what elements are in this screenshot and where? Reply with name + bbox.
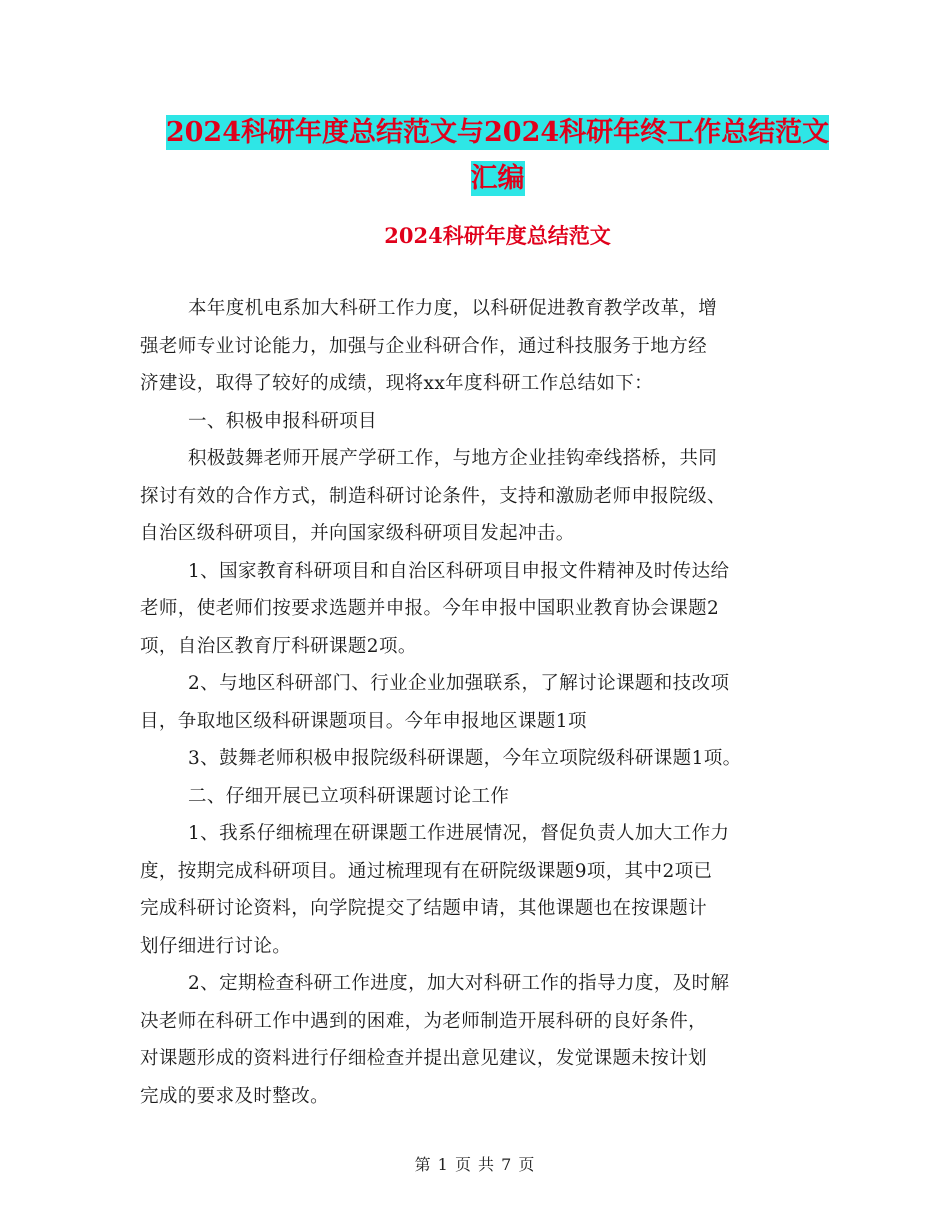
body-line: 强老师专业讨论能力，加强与企业科研合作，通过科技服务于地方经 bbox=[140, 335, 708, 357]
document-title-line2: 汇编 bbox=[470, 163, 525, 194]
body-line: 1、我系仔细梳理在研课题工作进展情况，督促负责人加大工作力 bbox=[188, 823, 730, 844]
section-title: 2024科研年度总结范文 bbox=[384, 223, 611, 248]
body-line: 1、国家教育科研项目和自治区科研项目申报文件精神及时传达给 bbox=[188, 560, 730, 582]
body-line: 划仔细进行讨论。 bbox=[140, 935, 292, 957]
body-line: 度，按期完成科研项目。通过梳理现有在研院级课题9项，其中2项已 bbox=[140, 860, 713, 882]
body-line: 目，争取地区级科研课题项目。今年申报地区课题1项 bbox=[140, 710, 587, 732]
document-title bbox=[140, 110, 855, 202]
document-title-line1: 2024科研年度总结范文与2024科研年终工作总结范文 bbox=[165, 117, 830, 148]
body-line: 完成科研讨论资料，向学院提交了结题申请，其他课题也在按课题计 bbox=[140, 898, 708, 919]
body-line: 对课题形成的资料进行仔细检查并提出意见建议，发觉课题未按计划 bbox=[140, 1048, 708, 1069]
body-line: 2、与地区科研部门、行业企业加强联系，了解讨论课题和技改项 bbox=[188, 673, 730, 694]
body-line: 二、仔细开展已立项科研课题讨论工作 bbox=[188, 785, 510, 807]
body-line: 完成的要求及时整改。 bbox=[140, 1085, 330, 1107]
body-line: 决老师在科研工作中遇到的困难，为老师制造开展科研的良好条件， bbox=[140, 1010, 708, 1032]
body-line: 探讨有效的合作方式，制造科研讨论条件，支持和激励老师申报院级、 bbox=[140, 485, 726, 507]
body-line: 济建设，取得了较好的成绩，现将xx年度科研工作总结如下： bbox=[140, 373, 654, 394]
body-line: 一、积极申报科研项目 bbox=[188, 410, 378, 432]
body-line: 项，自治区教育厅科研课题2项。 bbox=[140, 635, 417, 657]
body-line: 积极鼓舞老师开展产学研工作，与地方企业挂钩牵线搭桥，共同 bbox=[188, 448, 718, 469]
body-line: 自治区级科研项目，并向国家级科研项目发起冲击。 bbox=[140, 523, 575, 544]
body-line: 老师，使老师们按要求选题并申报。今年申报中国职业教育协会课题2 bbox=[140, 598, 720, 619]
body-line: 本年度机电系加大科研工作力度，以科研促进教育教学改革，增 bbox=[188, 298, 718, 319]
body-line: 3、鼓舞老师积极申报院级科研课题，今年立项院级科研课题1项。 bbox=[188, 748, 742, 769]
document-body bbox=[140, 290, 820, 1115]
body-line: 2、定期检查科研工作进度，加大对科研工作的指导力度，及时解 bbox=[188, 973, 730, 994]
page-footer: 第 1 页 共 7 页 bbox=[414, 1155, 536, 1174]
